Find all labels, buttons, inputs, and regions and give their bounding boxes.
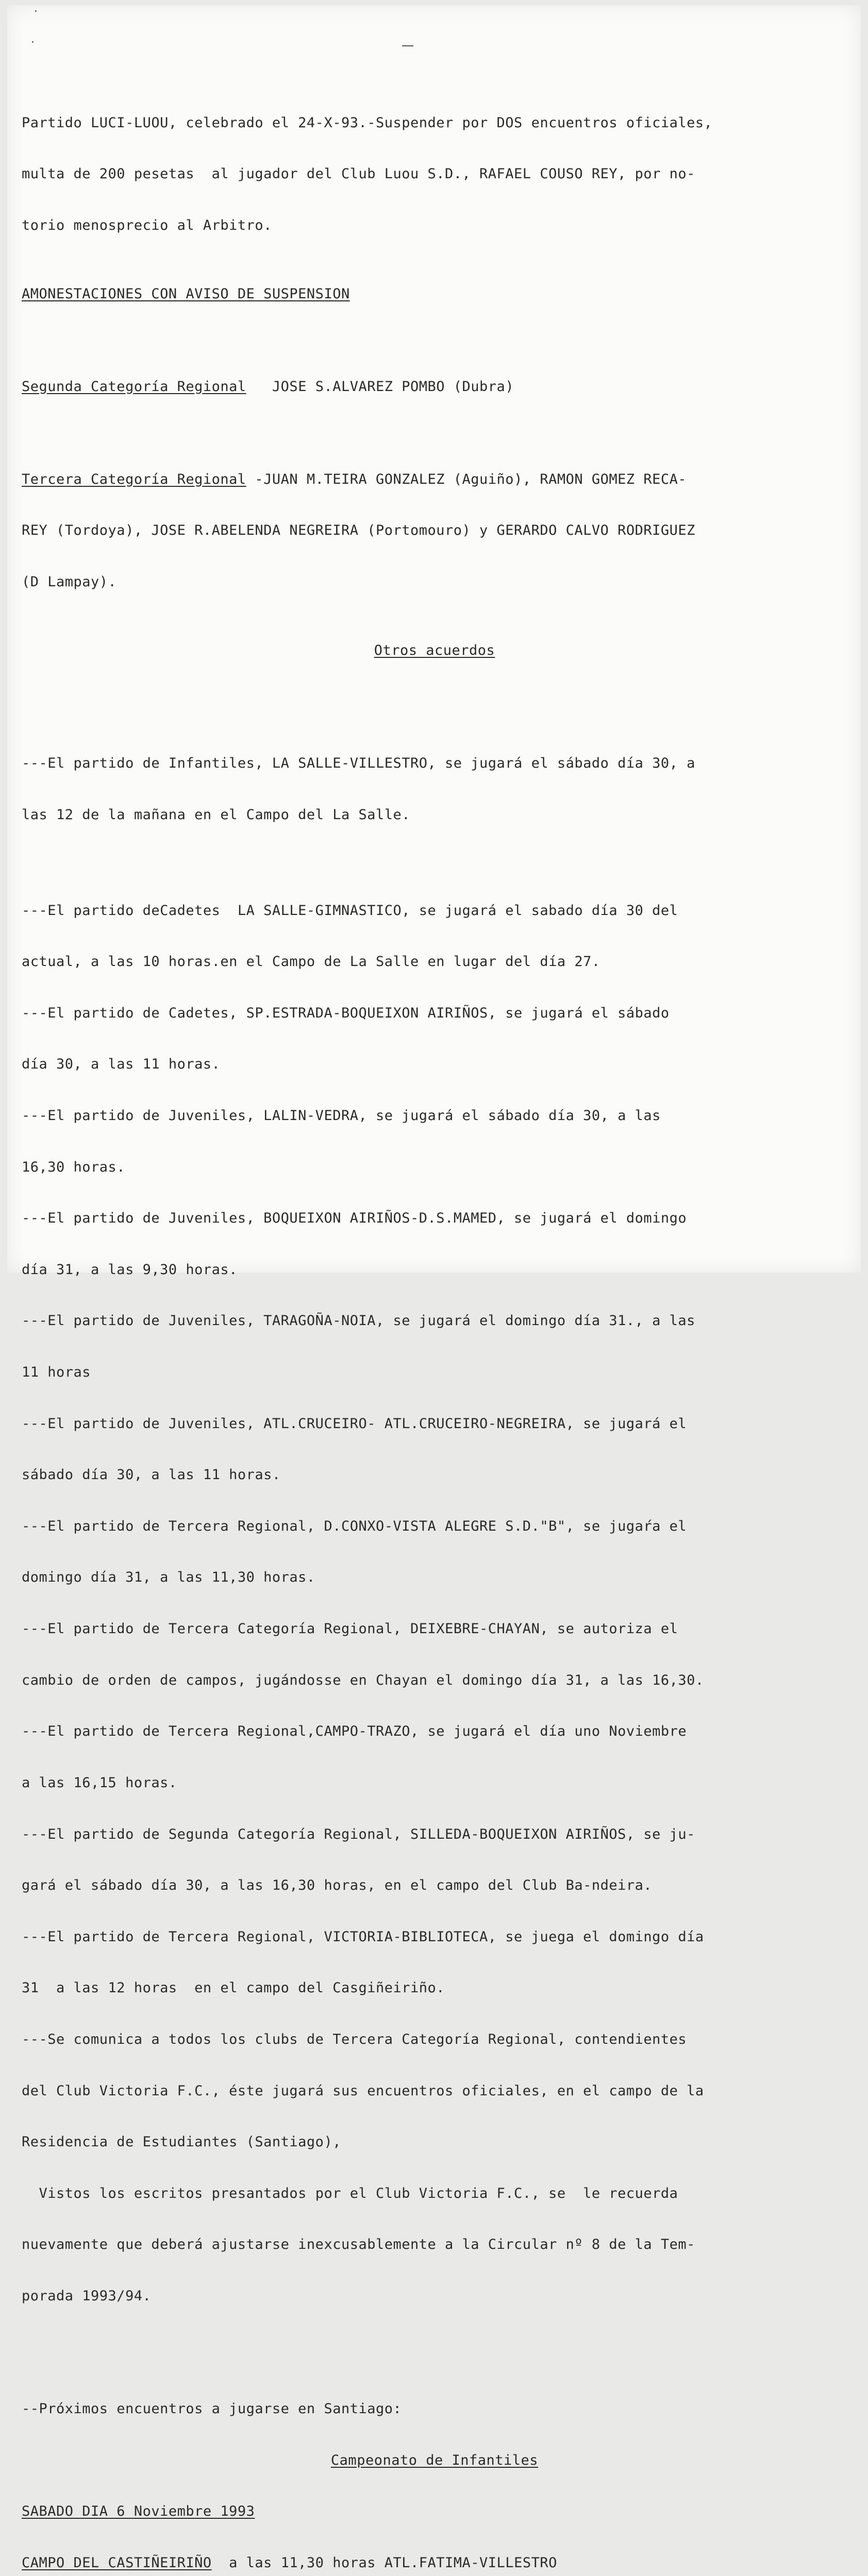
heading-text: Otros acuerdos: [374, 642, 495, 658]
acuerdo-line: ---El partido de Juveniles, BOQUEIXON AIRIÑOS-D.S.MAMED, se jugará el domingo: [22, 1210, 687, 1227]
acuerdo-line: cambio de orden de campos, jugándosse en Chayan el domingo día 31, a las 16,30.: [22, 1672, 704, 1688]
sanction-line: Partido LUCI-LUOU, celebrado el 24-X-93.-Suspender por DOS encuentros oficiales,: [22, 114, 713, 131]
acuerdo-line: sábado día 30, a las 11 horas.: [22, 1467, 281, 1483]
player-list: (D Lampay).: [22, 573, 117, 590]
category-label: Segunda Categoría Regional: [22, 378, 246, 395]
acuerdo-line: ---El partido de Cadetes, SP.ESTRADA-BOQUEIXON AIRIÑOS, se jugará el sábado: [22, 1005, 670, 1021]
acuerdo-line: actual, a las 10 horas.en el Campo de La Salle en lugar del día 27.: [22, 954, 600, 970]
acuerdo-line: porada 1993/94.: [22, 2288, 152, 2304]
otros-acuerdos-heading: [22, 642, 847, 659]
acuerdo-line: del Club Victoria F.C., éste jugará sus encuentros oficiales, en el campo de la: [22, 2082, 704, 2099]
acuerdo-line: ---El partido deCadetes LA SALLE-GIMNASTICO, se jugará el sabado día 30 del: [22, 902, 678, 919]
acuerdo-line: 16,30 horas.: [22, 1159, 126, 1175]
acuerdo-line: ---El partido de Juveniles, TARAGOÑA-NOIA, se jugará el domingo día 31., a las: [22, 1313, 695, 1329]
infantiles-date: SABADO DIA 6 Noviembre 1993: [22, 2503, 255, 2520]
document-page: [7, 5, 861, 2571]
acuerdo-line: ---El partido de Juveniles, ATL.CRUCEIRO- ATL.CRUCEIRO-NEGREIRA, se jugará el: [22, 1415, 687, 1432]
heading-text: Campeonato de Infantiles: [330, 2452, 539, 2468]
acuerdo-line: gará el sábado día 30, a las 16,30 horas, en el campo del Club Ba-ndeira.: [22, 1877, 653, 1894]
acuerdo-line: 11 horas: [22, 1364, 91, 1381]
acuerdo-line: Residencia de Estudiantes (Santiago),: [22, 2134, 341, 2150]
category-label: Tercera Categoría Regional: [22, 471, 246, 487]
speck: [35, 10, 37, 12]
acuerdo-line: domingo día 31, a las 11,30 horas.: [22, 1569, 315, 1586]
acuerdo-line: día 31, a las 9,30 horas.: [22, 1261, 238, 1278]
acuerdo-line: ---El partido de Infantiles, LA SALLE-VILLESTRO, se jugará el sábado día 30, a: [22, 755, 695, 771]
speck: [402, 45, 413, 46]
acuerdo-line: ---El partido de Tercera Regional,CAMPO-TRAZO, se jugará el día uno Noviembre: [22, 1723, 687, 1740]
venue: CAMPO DEL CASTIÑEIRIÑO: [22, 2555, 212, 2571]
acuerdo-line: nuevamente que deberá ajustarse inexcusablemente a la Circular nº 8 de la Tem-: [22, 2236, 695, 2253]
acuerdo-line: a las 16,15 horas.: [22, 1774, 177, 1791]
player-list: REY (Tordoya), JOSE R.ABELENDA NEGREIRA (Portomouro) y GERARDO CALVO RODRIGUEZ: [22, 522, 695, 539]
acuerdo-line: ---El partido de Tercera Regional, VICTORIA-BIBLIOTECA, se juega el domingo día: [22, 1928, 704, 1945]
acuerdo-line: día 30, a las 11 horas.: [22, 1056, 221, 1073]
proximos-intro: --Próximos encuentros a jugarse en Santiago:: [22, 2401, 402, 2417]
sanction-line: torio menosprecio al Arbitro.: [22, 217, 272, 233]
sanction-line: multa de 200 pesetas al jugador del Club Luou S.D., RAFAEL COUSO REY, por no-: [22, 166, 695, 182]
player-list: JOSE S.ALVAREZ POMBO (Dubra): [272, 378, 514, 395]
speck: [32, 41, 34, 43]
acuerdo-line: ---El partido de Juveniles, LALIN-VEDRA, se jugará el sábado día 30, a las: [22, 1107, 661, 1124]
player-list: -JUAN M.TEIRA GONZALEZ (Aguiño), RAMON GOMEZ RECA-: [255, 471, 687, 487]
amonestacion-segunda: [22, 378, 847, 395]
match-info: a las 11,30 horas ATL.FATIMA-VILLESTRO: [211, 2555, 557, 2571]
acuerdo-line: 31 a las 12 horas en el campo del Casgiñeiriño.: [22, 1980, 445, 1996]
acuerdo-line: Vistos los escritos presantados por el Club Victoria F.C., se le recuerda: [22, 2185, 678, 2201]
document-body: [22, 63, 847, 2576]
amonestacion-tercera: [22, 471, 847, 488]
section-heading-amonestaciones: AMONESTACIONES CON AVISO DE SUSPENSION: [22, 285, 350, 302]
schedule-row: [22, 2554, 847, 2571]
acuerdo-line: ---El partido de Segunda Categoría Regional, SILLEDA-BOQUEIXON AIRIÑOS, se ju-: [22, 1826, 695, 1842]
acuerdo-line: ---Se comunica a todos los clubs de Tercera Categoría Regional, contendientes: [22, 2031, 687, 2047]
acuerdo-line: ---El partido de Tercera Regional, D.CONXO-VISTA ALEGRE S.D."B", se jugaŕa el: [22, 1518, 687, 1534]
acuerdo-line: ---El partido de Tercera Categoría Regional, DEIXEBRE-CHAYAN, se autoriza el: [22, 1621, 678, 1637]
acuerdo-line: las 12 de la mañana en el Campo del La Salle.: [22, 806, 410, 823]
infantiles-heading: [22, 2452, 847, 2469]
